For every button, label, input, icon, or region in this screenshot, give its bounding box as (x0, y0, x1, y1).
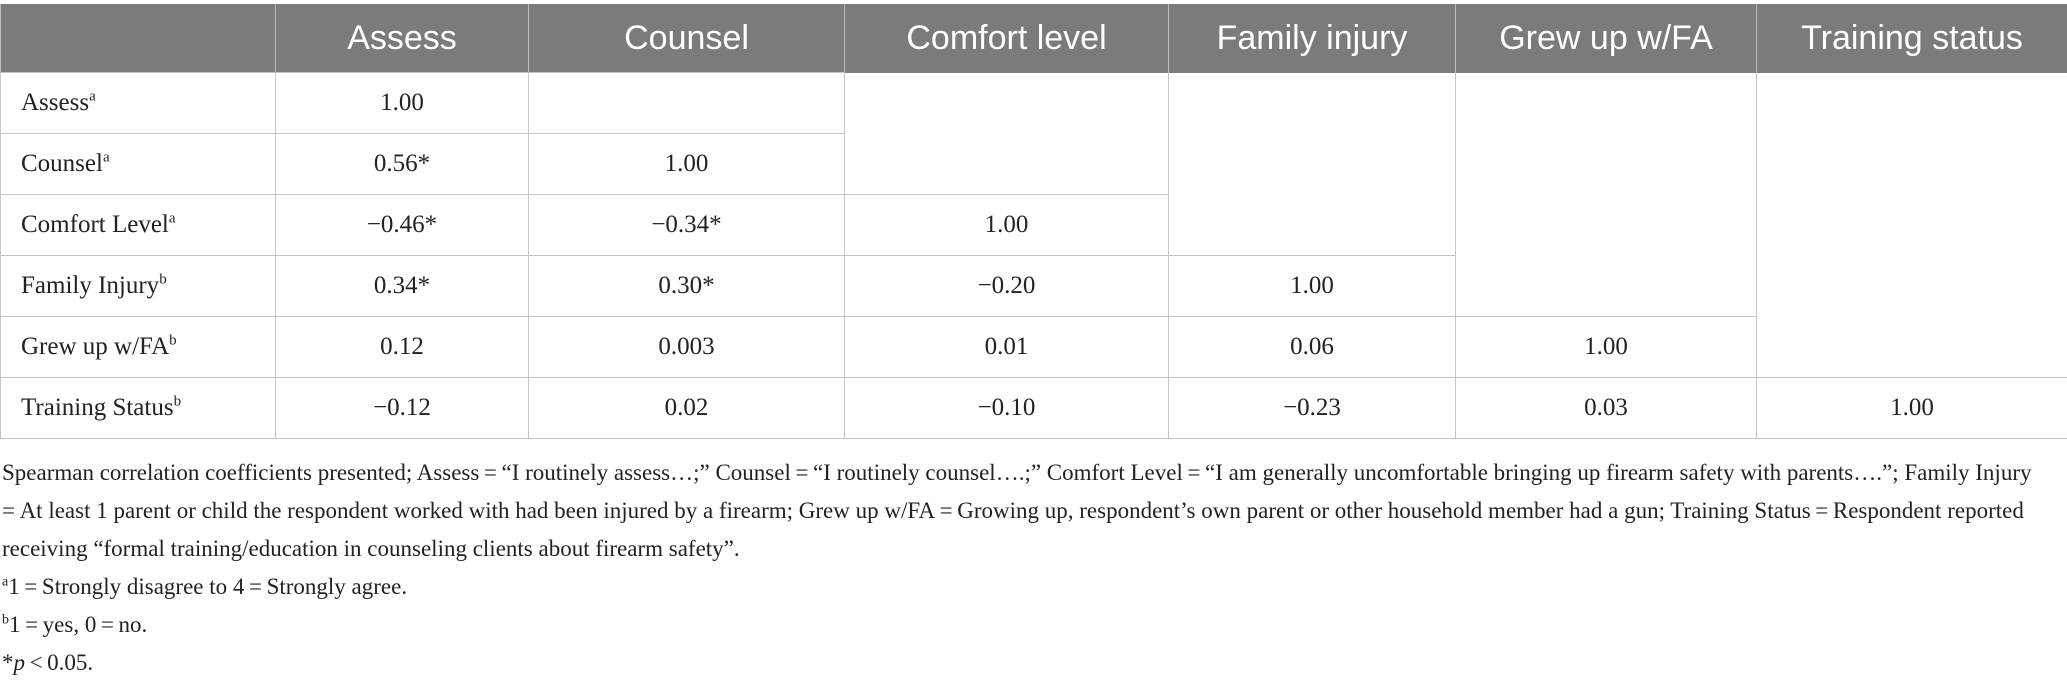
table-cell: 1.00 (1757, 378, 2067, 439)
table-cell: −0.34* (529, 195, 845, 256)
table-cell: −0.23 (1169, 378, 1456, 439)
footnote-marker: b (169, 332, 177, 349)
table-cell: −0.12 (276, 378, 529, 439)
row-label-training-status: Training Status$^b$ (1, 378, 276, 439)
header-cell-training-status: Training status (1757, 4, 2067, 73)
table-row (1, 73, 2067, 134)
table-cell: 0.34* (276, 256, 529, 317)
table-notes (2, 454, 2052, 682)
footnote-marker: b (159, 271, 167, 288)
row-label-counsel: Counsel$^a$ (1, 134, 276, 195)
row-label-comfort-level: Comfort Level$^a$ (1, 195, 276, 256)
table-cell-empty (529, 73, 845, 134)
header-cell-assess: Assess (276, 4, 529, 73)
row-label-grew-up: Grew up $w/FA^b$ (1, 317, 276, 378)
table-note-a: $^a$1 = Strongly disagree to 4 = Strongly agree. (2, 574, 408, 599)
header-cell-grew-up: Grew up w/FA (1456, 4, 1757, 73)
header-cell-family-injury: Family injury (1169, 4, 1456, 73)
table-cell-empty (1757, 73, 2067, 378)
table-cell: 1.00 (845, 195, 1169, 256)
table-cell: 1.00 (276, 73, 529, 134)
table-header-row (1, 4, 2067, 73)
footnote-marker: a (168, 210, 176, 227)
table-cell: 0.01 (845, 317, 1169, 378)
table-cell-empty (1169, 73, 1456, 256)
table-note-b: $^b$1 = yes, 0 = no. (2, 612, 148, 637)
table-cell: 0.12 (276, 317, 529, 378)
table-cell: 0.06 (1169, 317, 1456, 378)
table-cell: 0.03 (1456, 378, 1757, 439)
header-cell-comfort-level: Comfort level (845, 4, 1169, 73)
table-cell-empty (845, 73, 1169, 195)
correlation-table-container (0, 4, 2067, 439)
footnote-marker-b: b (2, 612, 9, 628)
header-cell-empty (1, 4, 276, 73)
table-cell: 0.56* (276, 134, 529, 195)
table-note-main: Spearman correlation coefficients presented; Assess = “I routinely assess…;” Counsel = “I routinely counsel….;” Comfort Level = “I am generally uncomfortable bringing up firearm safety with parents….”; Family Injury = At least 1 parent or child the respondent worked with had been injured by a firearm; Grew up w/FA = Growing up, respondent’s own parent or other household member had a gun; Training Status = Respondent reported receiving “formal training/education in counseling clients about firearm safety”. (2, 460, 2037, 561)
table-cell: 0.02 (529, 378, 845, 439)
row-label-assess: Assess$^a$ (1, 73, 276, 134)
row-label-family-injury: Family Injury$^b$ (1, 256, 276, 317)
correlation-table (0, 4, 2067, 439)
footnote-marker: b (173, 393, 182, 410)
table-cell: −0.20 (845, 256, 1169, 317)
table-cell: 0.30* (529, 256, 845, 317)
footnote-marker-a: a (2, 574, 9, 590)
table-cell: 0.003 (529, 317, 845, 378)
table-note-significance: *p < 0.05. (2, 650, 94, 675)
table-row (1, 378, 2067, 439)
footnote-marker: a (89, 88, 96, 105)
table-cell: −0.46* (276, 195, 529, 256)
table-cell: 1.00 (529, 134, 845, 195)
table-cell: 1.00 (1456, 317, 1757, 378)
table-cell-empty (1456, 73, 1757, 317)
header-cell-counsel: Counsel (529, 4, 845, 73)
table-cell: −0.10 (845, 378, 1169, 439)
table-cell: 1.00 (1169, 256, 1456, 317)
footnote-marker: a (102, 149, 110, 166)
